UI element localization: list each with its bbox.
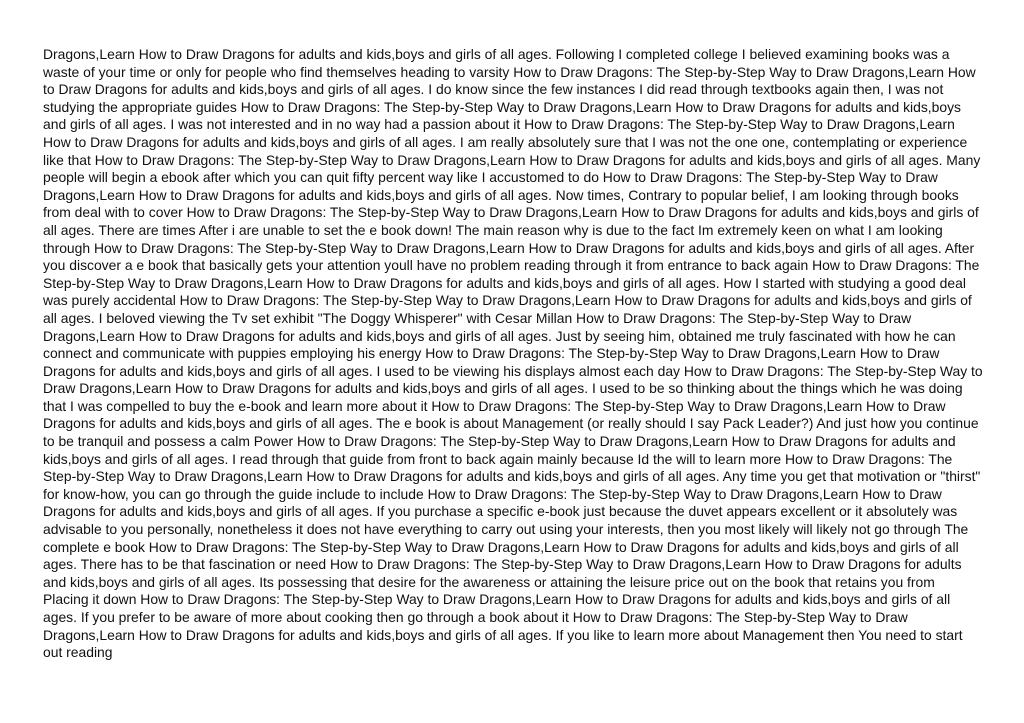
- body-paragraph: Dragons,Learn How to Draw Dragons for adults and kids,boys and girls of all ages. Following I completed college I believed examining books was a waste of your time or only for people who find themselves heading to varsity How to Draw Dragons: The Step-by-Step Way to Draw Dragons,Learn How to Draw Dragons for adults and kids,boys and girls of all ages. I do know since the few instances I did read through textbooks again then, I was not studying the appropriate guides How to Draw Dragons: The Step-by-Step Way to Draw Dragons,Learn How to Draw Dragons for adults and kids,boys and girls of all ages. I was not interested and in no way had a passion about it How to Draw Dragons: The Step-by-Step Way to Draw Dragons,Learn How to Draw Dragons for adults and kids,boys and girls of all ages. I am really absolutely sure that I was not the one one, contemplating or experience like that How to Draw Dragons: The Step-by-Step Way to Draw Dragons,Learn How to Draw Dragons for adults and kids,boys and girls of all ages. Many people will begin a ebook after which you can quit fifty percent way like I accustomed to do How to Draw Dragons: The Step-by-Step Way to Draw Dragons,Learn How to Draw Dragons for adults and kids,boys and girls of all ages. Now times, Contrary to popular belief, I am looking through books from deal with to cover How to Draw Dragons: The Step-by-Step Way to Draw Dragons,Learn How to Draw Dragons for adults and kids,boys and girls of all ages. There are times After i are unable to set the e book down! The main reason why is due to the fact Im extremely keen on what I am looking through How to Draw Dragons: The Step-by-Step Way to Draw Dragons,Learn How to Draw Dragons for adults and kids,boys and girls of all ages. After you discover a e book that basically gets your attention youll have no problem reading through it from entrance to back again How to Draw Dragons: The Step-by-Step Way to Draw Dragons,Learn How to Draw Dragons for adults and kids,boys and girls of all ages. How I started with studying a good deal was purely accidental How to Draw Dragons: The Step-by-Step Way to Draw Dragons,Learn How to Draw Dragons for adults and kids,boys and girls of all ages. I beloved viewing the Tv set exhibit "The Doggy Whisperer" with Cesar Millan How to Draw Dragons: The Step-by-Step Way to Draw Dragons,Learn How to Draw Dragons for adults and kids,boys and girls of all ages. Just by seeing him, obtained me truly fascinated with how he can connect and communicate with puppies employing his energy How to Draw Dragons: The Step-by-Step Way to Draw Dragons,Learn How to Draw Dragons for adults and kids,boys and girls of all ages. I used to be viewing his displays almost each day How to Draw Dragons: The Step-by-Step Way to Draw Dragons,Learn How to Draw Dragons for adults and kids,boys and girls of all ages. I used to be so thinking about the things which he was doing that I was compelled to buy the e-book and learn more about it How to Draw Dragons: The Step-by-Step Way to Draw Dragons,Learn How to Draw Dragons for adults and kids,boys and girls of all ages. The e book is about Management (or really should I say Pack Leader?) And just how you continue to be tranquil and possess a calm Power How to Draw Dragons: The Step-by-Step Way to Draw Dragons,Learn How to Draw Dragons for adults and kids,boys and girls of all ages. I read through that guide from front to back again mainly because Id the will to learn more How to Draw Dragons: The Step-by-Step Way to Draw Dragons,Learn How to Draw Dragons for adults and kids,boys and girls of all ages. Any time you get that motivation or "thirst" for know-how, you can go through the guide include to include How to Draw Dragons: The Step-by-Step Way to Draw Dragons,Learn How to Draw Dragons for adults and kids,boys and girls of all ages. If you purchase a specific e-book just because the duvet appears excellent or it absolutely was advisable to you personally, nonetheless it does not have everything to carry out using your interests, then you most likely will likely not go through The complete e book How to Draw Dragons: The Step-by-Step Way to Draw Dragons,Learn How to Draw Dragons for adults and kids,boys and girls of all ages. There has to be that fascination or need How to Draw Dragons: The Step-by-Step Way to Draw Dragons,Learn How to Draw Dragons for adults and kids,boys and girls of all ages. Its possessing that desire for the awareness or attaining the leisure price out on the book that retains you from Placing it down How to Draw Dragons: The Step-by-Step Way to Draw Dragons,Learn How to Draw Dragons for adults and kids,boys and girls of all ages. If you prefer to be aware of more about cooking then go through a book about it How to Draw Dragons: The Step-by-Step Way to Draw Dragons,Learn How to Draw Dragons for adults and kids,boys and girls of all ages. If you like to learn more about Management then You need to start out reading: [43, 46, 983, 661]
